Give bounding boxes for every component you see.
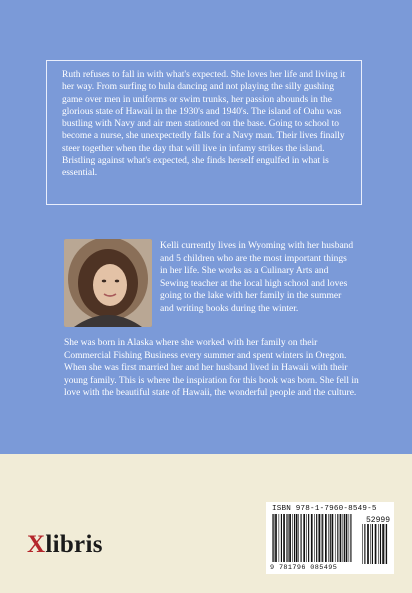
barcode-bars xyxy=(272,514,354,562)
book-blurb: Ruth refuses to fall in with what's expected. She loves her life and living it her way. From surfing to hula dancing and not playing the silly gushing game over men in uniforms or swim trunks, her passion abounds in the glorious state of Hawaii in the 1930's and 1940's. The island of Oahu was bustling with Navy and air men stationed on the base. Going to school to become a nurse, she unexpectedly falls for a Navy man. Their lives finally steer together when the day that will live in infamy strikes the island. Bristling against what's expected, she finds herself engulfed in what is essential. xyxy=(62,70,346,179)
publisher-logo: Xlibris xyxy=(27,531,103,558)
price-code: 52999 xyxy=(365,516,390,525)
author-photo xyxy=(64,239,152,327)
price-barcode-bars xyxy=(362,524,390,564)
author-bio-paragraph-2: She was born in Alaska where she worked with her family on their Commercial Fishing Business every summer and spent winters in Oregon. When she was first married her and her husband lived in Hawaii with their young family. This is where the inspiration for this book was born. She fell in love with the beautiful state of Hawaii, the wonderful people and the culture. xyxy=(64,338,359,399)
isbn-barcode xyxy=(266,502,394,574)
isbn-text: ISBN 978-1-7960-8549-5 xyxy=(272,505,377,513)
author-bio-paragraph-1: Kelli currently lives in Wyoming with her husband and 5 children who are the most important things in her life. She works as a Culinary Arts and Sewing teacher at the local high school and loves going to the lake with her family in the summer and writing books during the winter. xyxy=(160,241,354,314)
ean-digits: 9 781796 085495 xyxy=(270,564,338,572)
